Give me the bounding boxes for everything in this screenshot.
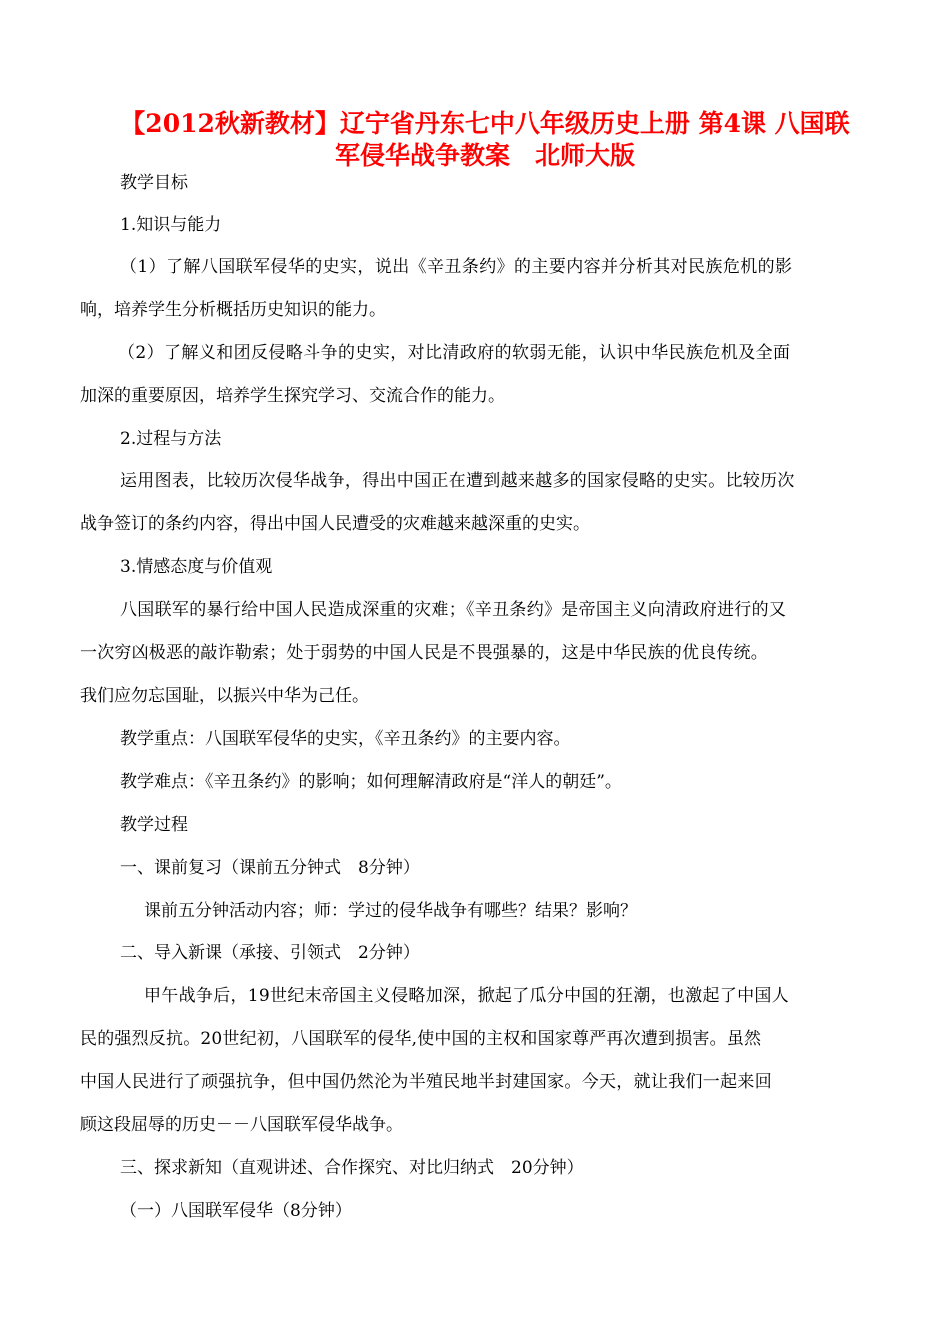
title-line-1: 【2012秋新教材】辽宁省丹东七中八年级历史上册 第4课 八国联 bbox=[120, 109, 850, 138]
title-line-2: 军侵华战争教案 北师大版 bbox=[334, 141, 635, 170]
paragraph-line: 顾这段屈辱的历史－－八国联军侵华战争。 bbox=[80, 1115, 403, 1135]
paragraph-line: 一次穷凶极恶的敲诈勒索；处于弱势的中国人民是不畏强暴的，这是中华民族的优良传统。 bbox=[80, 643, 768, 663]
paragraph-line: 甲午战争后，19世纪末帝国主义侵略加深，掀起了瓜分中国的狂潮，也激起了中国人 bbox=[144, 986, 790, 1006]
paragraph-line: 响，培养学生分析概括历史知识的能力。 bbox=[80, 300, 386, 320]
paragraph-line: 战争签订的条约内容，得出中国人民遭受的灾难越来越深重的史实。 bbox=[80, 514, 590, 534]
paragraph-line: 课前五分钟活动内容；师：学过的侵华战争有哪些？结果？影响？ bbox=[144, 901, 637, 921]
document-title bbox=[90, 108, 880, 172]
difficult-points: 教学难点：《辛丑条约》的影响；如何理解清政府是“洋人的朝廷”。 bbox=[120, 772, 622, 792]
section-heading-objectives: 教学目标 bbox=[120, 173, 188, 193]
subsection-heading: （一）八国联军侵华（8分钟） bbox=[120, 1201, 352, 1221]
subheading-values: 3.情感态度与价值观 bbox=[120, 557, 273, 577]
paragraph-line: 加深的重要原因，培养学生探究学习、交流合作的能力。 bbox=[80, 386, 505, 406]
paragraph-line: 民的强烈反抗。20世纪初，八国联军的侵华,使中国的主权和国家尊严再次遭到损害。虽然 bbox=[80, 1029, 762, 1049]
subheading-process: 2.过程与方法 bbox=[120, 429, 222, 449]
paragraph-line: 中国人民进行了顽强抗争，但中国仍然沦为半殖民地半封建国家。今天，就让我们一起来回 bbox=[80, 1072, 772, 1092]
paragraph-line: （2）了解义和团反侵略斗争的史实，对比清政府的软弱无能，认识中华民族危机及全面 bbox=[118, 343, 791, 363]
step-explore-heading: 三、探求新知（直观讲述、合作探究、对比归纳式 20分钟） bbox=[120, 1158, 584, 1178]
paragraph-line: 八国联军的暴行给中国人民造成深重的灾难；《辛丑条约》是帝国主义向清政府进行的又 bbox=[120, 600, 787, 620]
subheading-knowledge: 1.知识与能力 bbox=[120, 215, 222, 235]
section-heading-process: 教学过程 bbox=[120, 815, 188, 835]
paragraph-line: 我们应勿忘国耻，以振兴中华为己任。 bbox=[80, 686, 369, 706]
paragraph-line: 运用图表，比较历次侵华战争，得出中国正在遭到越来越多的国家侵略的史实。比较历次 bbox=[120, 471, 795, 491]
paragraph-line: （1）了解八国联军侵华的史实，说出《辛丑条约》的主要内容并分析其对民族危机的影 bbox=[120, 257, 793, 277]
key-points: 教学重点：八国联军侵华的史实，《辛丑条约》的主要内容。 bbox=[120, 729, 571, 749]
step-intro-heading: 二、导入新课（承接、引领式 2分钟） bbox=[120, 943, 420, 963]
step-review-heading: 一、课前复习（课前五分钟式 8分钟） bbox=[120, 858, 420, 878]
